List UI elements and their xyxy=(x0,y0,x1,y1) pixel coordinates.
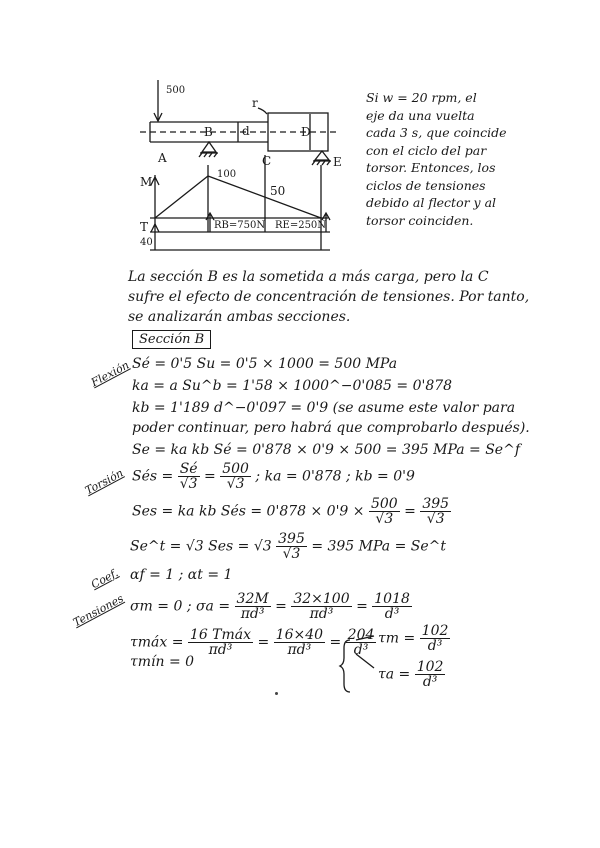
text: = xyxy=(257,634,270,651)
note-line: torsor coinciden. xyxy=(366,212,474,228)
flexion-line: Se = ka kb Sé = 0'878 × 0'9 × 500 = 395 MPa = Se^f xyxy=(132,442,521,458)
reaction-B: RB=750N xyxy=(214,220,266,231)
denominator: √3 xyxy=(426,511,445,527)
numerator: 16×40 xyxy=(275,627,324,643)
fraction xyxy=(220,462,251,491)
numerator: 395 xyxy=(278,531,305,547)
torque-value: 40 xyxy=(140,237,153,248)
numerator: 32M xyxy=(236,591,269,607)
moment-peak: 100 xyxy=(217,169,237,180)
intro-line: se analizarán ambas secciones. xyxy=(128,309,351,325)
support-B xyxy=(202,142,216,152)
denominator: πd³ xyxy=(287,642,312,658)
fraction xyxy=(178,462,200,491)
text: σm = 0 ; σa = xyxy=(130,598,231,615)
text: τm = xyxy=(378,630,416,647)
intro-line: La sección B es la sometida a más carga, pero la C xyxy=(128,269,489,285)
denominator: √3 xyxy=(375,511,394,527)
tau-m-line xyxy=(378,624,450,653)
label-T: T xyxy=(140,220,149,234)
label-M: M xyxy=(140,175,153,189)
text: = xyxy=(275,598,287,615)
fraction xyxy=(188,628,253,657)
fraction xyxy=(291,592,351,621)
text: = xyxy=(404,503,416,520)
text: Sés = xyxy=(132,468,174,485)
fillet-label: r xyxy=(252,96,258,110)
note-line: torsor. Entonces, los xyxy=(366,160,496,175)
tau-max-line xyxy=(130,628,376,657)
numerator: 500 xyxy=(370,496,398,512)
fraction xyxy=(346,628,377,657)
note-line: debido al flector y al xyxy=(366,195,497,210)
numerator: 102 xyxy=(416,659,444,675)
label-E: E xyxy=(333,155,342,169)
label-A: A xyxy=(158,151,167,165)
torsion-line-2 xyxy=(132,497,451,526)
denominator: πd³ xyxy=(240,606,265,622)
numerator: Sé xyxy=(179,461,198,477)
text: ; ka = 0'878 ; kb = 0'9 xyxy=(255,468,415,485)
label-tensiones: Tensiones xyxy=(70,591,126,630)
tau-min-line: τmín = 0 xyxy=(130,654,195,670)
note-line: con el ciclo del par xyxy=(366,142,487,158)
label-B-shaft: B xyxy=(204,125,213,139)
note-line: ciclos de tensiones xyxy=(366,177,486,193)
numerator: 204 xyxy=(347,627,375,643)
denominator: √3 xyxy=(179,476,198,492)
denominator: √3 xyxy=(226,476,245,492)
shaft-right xyxy=(268,113,328,151)
stray-dot xyxy=(275,692,278,695)
load-label: 500 xyxy=(166,85,186,96)
text: = xyxy=(356,598,368,615)
fraction xyxy=(274,628,325,657)
numerator: 395 xyxy=(422,496,450,512)
moment-diagram xyxy=(155,176,321,218)
label-coef: Coef. xyxy=(88,566,121,592)
denominator: d³ xyxy=(422,674,438,690)
numerator: 32×100 xyxy=(293,591,350,607)
denominator: d³ xyxy=(353,642,369,658)
label-flexion: Flexión xyxy=(88,358,132,390)
note-line: Si w = 20 rpm, el xyxy=(366,90,477,105)
flexion-line: Sé = 0'5 Su = 0'5 × 1000 = 500 MPa xyxy=(132,356,398,372)
denominator: d³ xyxy=(384,606,400,622)
numerator: 500 xyxy=(222,461,249,477)
note-line: eje da una vuelta xyxy=(366,107,475,123)
fraction xyxy=(420,497,451,526)
denominator: πd³ xyxy=(208,642,233,658)
flexion-line: kb = 1'189 d^−0'097 = 0'9 (se asume este valor para xyxy=(132,400,516,416)
side-note xyxy=(366,92,507,227)
flexion-line: poder continuar, pero habrá que comprobarlo después). xyxy=(132,420,530,436)
fraction xyxy=(420,624,451,653)
support-E xyxy=(315,151,329,160)
tau-a-line xyxy=(378,660,445,689)
fraction xyxy=(276,532,307,561)
text: Ses = ka kb Sés = 0'878 × 0'9 × xyxy=(132,503,365,520)
text: = xyxy=(329,634,342,651)
text: = 395 MPa = Se^t xyxy=(311,538,447,555)
fraction xyxy=(235,592,271,621)
intro-paragraph xyxy=(128,270,529,324)
reaction-E: RE=250N xyxy=(275,220,327,231)
text: Se^t = √3 Ses = √3 xyxy=(130,538,272,555)
denominator: d³ xyxy=(427,638,443,654)
text: τa = xyxy=(378,666,411,683)
torsion-line-3 xyxy=(130,532,446,561)
fraction xyxy=(372,592,412,621)
flexion-block xyxy=(132,357,530,457)
denominator: √3 xyxy=(282,546,301,562)
note-line: cada 3 s, que coincide xyxy=(366,125,507,140)
sigma-line xyxy=(130,592,412,621)
coef-line: αf = 1 ; αt = 1 xyxy=(130,567,233,583)
numerator: 1018 xyxy=(374,591,410,607)
label-torsion: Torsión xyxy=(82,466,126,498)
text: = xyxy=(204,468,216,485)
label-D: D xyxy=(301,125,311,139)
torsion-line-1 xyxy=(132,462,415,491)
fillet-r xyxy=(258,108,267,114)
fraction xyxy=(415,660,446,689)
fraction xyxy=(369,497,400,526)
label-C: C xyxy=(262,154,272,168)
numerator: 102 xyxy=(421,623,449,639)
text: τmáx = xyxy=(130,634,184,651)
numerator: 16 Tmáx xyxy=(189,627,252,643)
denominator: πd³ xyxy=(309,606,334,622)
section-title: Sección B xyxy=(132,330,211,349)
label-d: d xyxy=(242,124,250,138)
intro-line: sufre el efecto de concentración de tensiones. Por tanto, xyxy=(128,289,530,305)
moment-at-C: 50 xyxy=(270,184,286,198)
flexion-line: ka = a Su^b = 1'58 × 1000^−0'085 = 0'878 xyxy=(132,378,453,394)
